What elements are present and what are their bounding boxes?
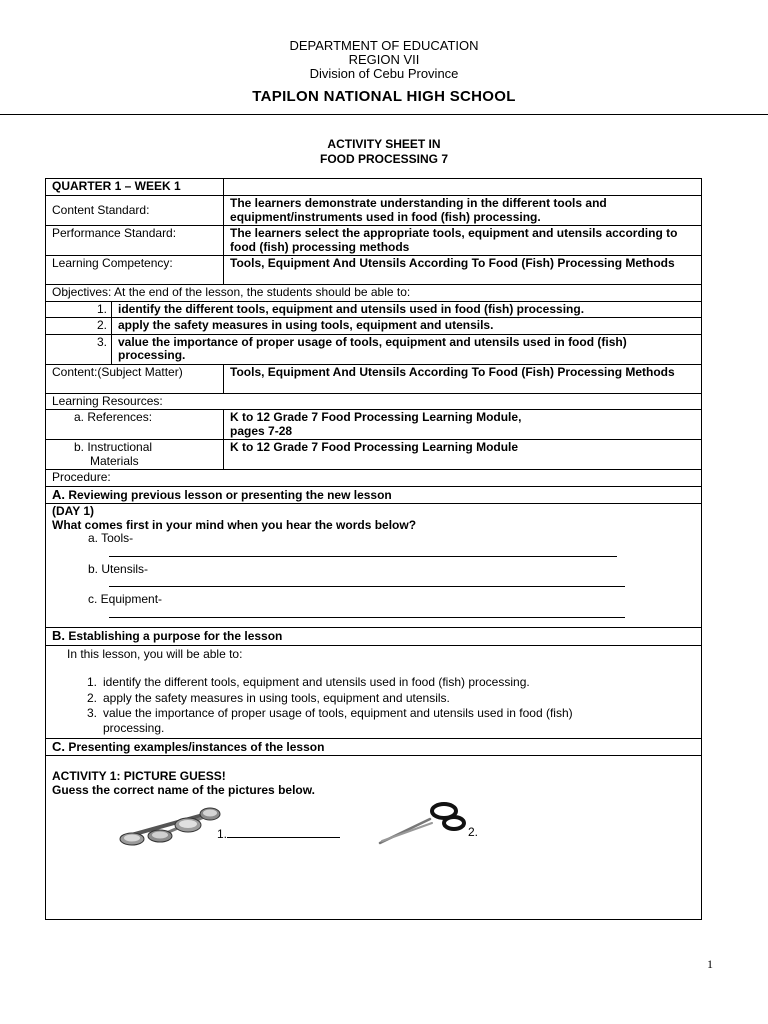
section-a-letter: A. (52, 486, 65, 502)
picture-number-1: 1. (217, 827, 228, 841)
objective-text: identify the different tools, equipment and utensils used in food (fish) processing. (112, 301, 702, 318)
references-label: a. References: (46, 410, 224, 440)
section-c-body (46, 756, 702, 920)
objective-number: 1. (46, 301, 112, 318)
answer-line-tools[interactable] (109, 546, 617, 557)
scissors-image (374, 797, 470, 849)
header-divider (0, 114, 768, 115)
picture-answer-1 (217, 826, 340, 842)
warmup-question: What comes first in your mind when you hear the words below? (52, 517, 417, 532)
content-label: Content:(Subject Matter) (46, 364, 224, 393)
list-text: value the importance of proper usage of tools, equipment and utensils used in food (fish) (103, 706, 573, 720)
list-text: apply the safety measures in using tools, equipment and utensils. (103, 690, 450, 705)
day-label: (DAY 1) (52, 504, 95, 518)
list-number (52, 722, 103, 736)
section-b-title: Establishing a purpose for the lesson (68, 629, 283, 643)
learning-resources-label: Learning Resources: (46, 393, 702, 410)
section-a-body (46, 504, 702, 628)
instructional-label-line-1: b. Instructional (74, 440, 153, 454)
performance-standard-label: Performance Standard: (46, 226, 224, 256)
answer-line-equipment[interactable] (109, 607, 625, 618)
objective-number: 3. (46, 334, 112, 364)
school-name: TAPILON NATIONAL HIGH SCHOOL (252, 88, 516, 105)
list-text: processing. (103, 720, 165, 735)
sheet-subject: FOOD PROCESSING 7 (319, 152, 449, 166)
section-b-letter: B. (52, 628, 65, 643)
section-b-body (46, 645, 702, 738)
learning-competency-label: Learning Competency: (46, 256, 224, 285)
picture-answer-line-1[interactable] (227, 826, 340, 838)
instructional-materials-text: K to 12 Grade 7 Food Processing Learning Module (224, 440, 702, 470)
quarter-empty-cell (224, 179, 702, 196)
item-utensils: b. Utensils- (88, 561, 149, 576)
learning-competency-text: Tools, Equipment And Utensils According To Food (Fish) Processing Methods (224, 256, 702, 285)
list-item (52, 707, 695, 721)
list-number: 1. (86, 675, 97, 689)
section-c-header (46, 738, 702, 756)
content-text: Tools, Equipment And Utensils According To Food (Fish) Processing Methods (224, 364, 702, 393)
instructional-materials-label (46, 440, 224, 470)
section-b-intro: In this lesson, you will be able to: (67, 646, 243, 661)
header-department: DEPARTMENT OF EDUCATION (289, 38, 479, 53)
activity-title: ACTIVITY 1: PICTURE GUESS! (52, 769, 226, 783)
references-text (224, 410, 702, 440)
header-region: REGION VII (348, 52, 420, 67)
content-standard-label: Content Standard: (46, 196, 224, 226)
lesson-table (45, 178, 702, 920)
list-item (52, 722, 695, 736)
picture-row (52, 797, 695, 857)
section-a-title: Reviewing previous lesson or presenting the new lesson (68, 487, 392, 502)
activity-instruction: Guess the correct name of the pictures below. (52, 782, 315, 797)
measuring-spoons-image (112, 803, 222, 853)
list-number: 2. (86, 690, 97, 705)
objective-number: 2. (46, 318, 112, 335)
list-text: identify the different tools, equipment and utensils used in food (fish) processing. (103, 675, 530, 689)
section-a-header (46, 486, 702, 504)
section-c-letter: C. (52, 738, 65, 754)
list-item (52, 692, 695, 706)
content-standard-text: The learners demonstrate understanding in the different tools and equipment/instruments used in food (fish) processing. (224, 196, 702, 226)
list-number: 3. (86, 706, 97, 720)
answer-line-utensils[interactable] (109, 576, 625, 587)
performance-standard-text: The learners select the appropriate tools, equipment and utensils according to food (fish) processing methods (224, 226, 702, 256)
page-number: 1 (707, 957, 713, 971)
objective-text: value the importance of proper usage of tools, equipment and utensils used in food (fish) processing. (112, 334, 702, 364)
quarter-cell: QUARTER 1 – WEEK 1 (46, 179, 224, 196)
references-line-1: K to 12 Grade 7 Food Processing Learning Module, (230, 410, 522, 424)
header-division: Division of Cebu Province (309, 66, 459, 81)
procedure-label: Procedure: (46, 470, 702, 487)
picture-number-2: 2. (468, 825, 479, 839)
sheet-title: ACTIVITY SHEET IN (327, 137, 441, 151)
references-line-2: pages 7-28 (230, 423, 293, 438)
instructional-label-line-2: Materials (90, 453, 139, 468)
item-tools: a. Tools- (88, 531, 134, 545)
objectives-intro: Objectives: At the end of the lesson, the students should be able to: (46, 285, 702, 302)
objective-text: apply the safety measures in using tools, equipment and utensils. (112, 318, 702, 335)
item-equipment: c. Equipment- (88, 592, 163, 606)
section-c-title: Presenting examples/instances of the lesson (68, 739, 325, 754)
list-item (52, 676, 695, 690)
section-b-header (46, 628, 702, 646)
